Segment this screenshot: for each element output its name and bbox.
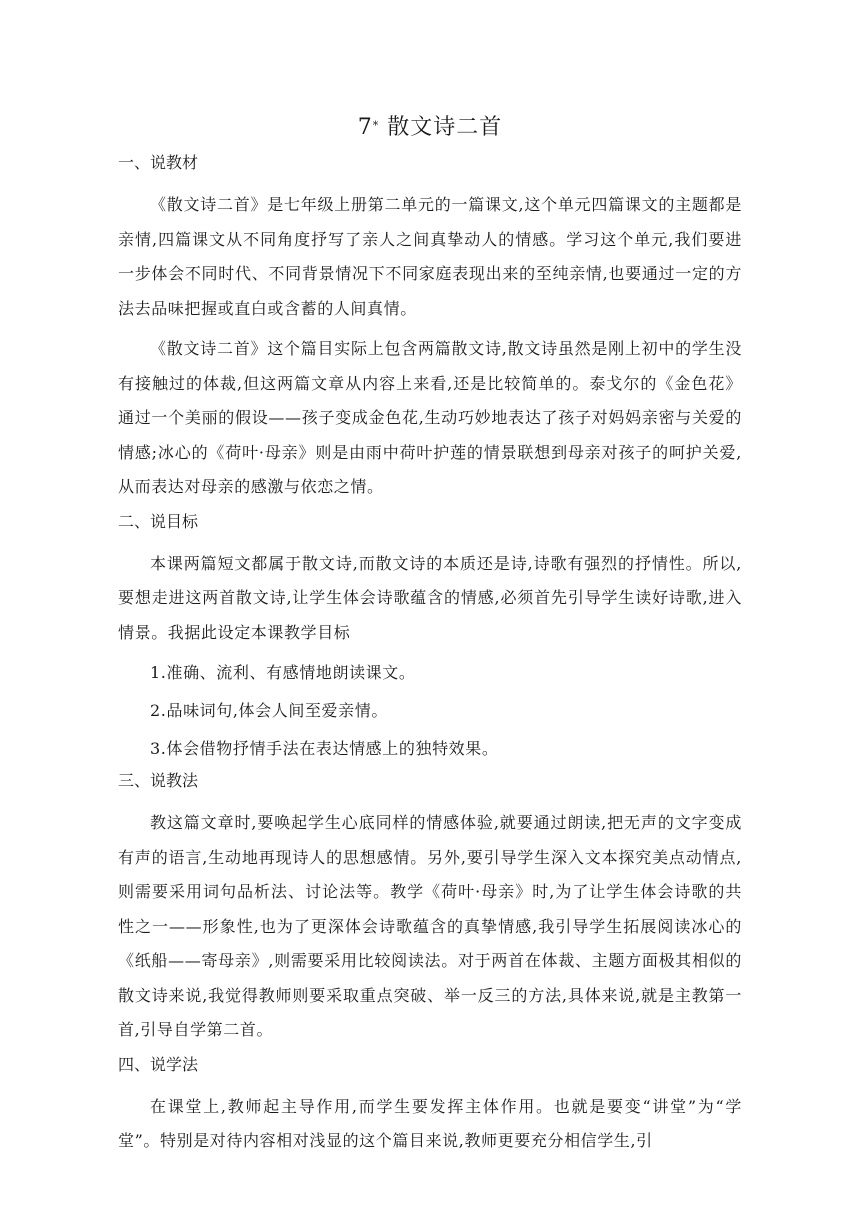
- section-heading-learning-methods: 四、说学法: [118, 1054, 199, 1074]
- section-heading-teaching-methods: 三、说教法: [118, 771, 199, 790]
- paragraph: 本课两篇短文都属于散文诗,而散文诗的本质还是诗,诗歌有强烈的抒情性。所以,要想走进这两首散文诗,让学生体会诗歌蕴含的情感,必须首先引导学生读好诗歌,进入情景。我据此设定本课教学目标: [118, 553, 742, 642]
- goal-item: 3.体会借物抒情手法在表达情感上的独特效果。: [150, 739, 499, 758]
- self-study-mark: *: [372, 119, 380, 132]
- paragraph: 在课堂上,教师起主导作用,而学生要发挥主体作用。也就是要变“讲堂”为“学堂”。特别是对待内容相对浅显的这个篇目来说,教师更要充分相信学生,引: [118, 1096, 742, 1150]
- lesson-number: 7: [357, 115, 373, 140]
- paragraph: 《散文诗二首》是七年级上册第二单元的一篇课文,这个单元四篇课文的主题都是亲情,四篇课文从不同角度抒写了亲人之间真挚动人的情感。学习这个单元,我们要进一步体会不同时代、不同背景情况下不同家庭表现出来的至纯亲情,也要通过一定的方法去品味把握或直白或含蓄的人间真情。: [118, 195, 742, 318]
- document-page: [118, 112, 742, 1165]
- paragraph: 《散文诗二首》这个篇目实际上包含两篇散文诗,散文诗虽然是刚上初中的学生没有接触过的体裁,但这两篇文章从内容上来看,还是比较简单的。泰戈尔的《金色花》通过一个美丽的假设——孩子变成金色花,生动巧妙地表达了孩子对妈妈亲密与关爱的情感;冰心的《荷叶·母亲》则是由雨中荷叶护莲的情景联想到母亲对孩子的呵护关爱,从而表达对母亲的感激与依恋之情。: [118, 339, 742, 496]
- goal-item: 1.准确、流利、有感情地朗读课文。: [150, 663, 416, 682]
- paragraph: 教这篇文章时,要唤起学生心底同样的情感体验,就要通过朗读,把无声的文字变成有声的语言,生动地再现诗人的思想感情。另外,要引导学生深入文本探究美点动情点,则需要采用词句品析法、讨论法等。教学《荷叶·母亲》时,为了让学生体会诗歌的共性之一——形象性,也为了更深体会诗歌蕴含的真挚情感,我引导学生拓展阅读冰心的《纸船——寄母亲》,则需要采用比较阅读法。对于两首在体裁、主题方面极其相似的散文诗来说,我觉得教师则要采取重点突破、举一反三的方法,具体来说,就是主教第一首,引导自学第二首。: [118, 813, 742, 1039]
- page-title: [118, 112, 742, 144]
- goal-item: 2.品味词句,体会人间至爱亲情。: [150, 701, 388, 720]
- section-heading-textbook: 一、说教材: [118, 153, 199, 172]
- lesson-title: 散文诗二首: [387, 115, 503, 140]
- section-heading-goals: 二、说目标: [118, 511, 199, 531]
